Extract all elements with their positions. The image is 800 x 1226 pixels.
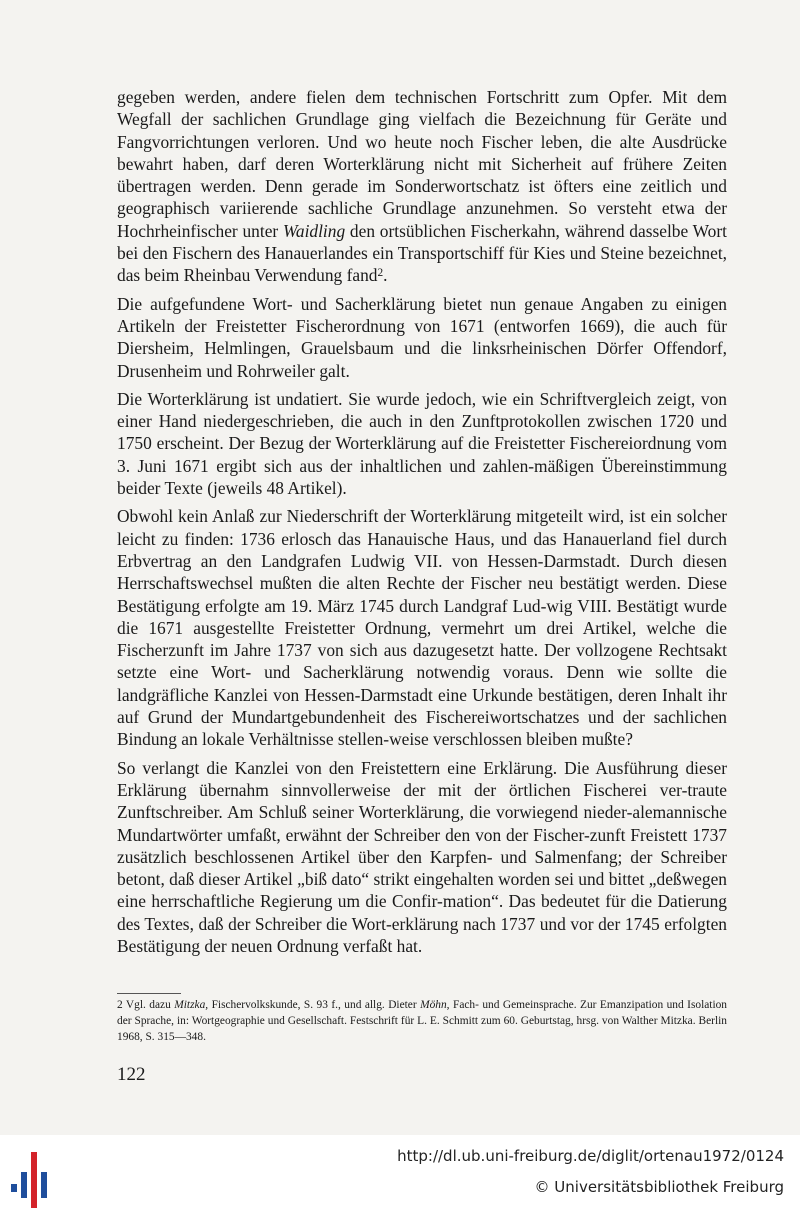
paragraph bbox=[117, 388, 727, 499]
text-run: den ortsüblichen Fischerkahn, während dasselbe Wort bei den Fischern des Hanauerlandes ein Transportschiff für Kies und Steine bezeichnet, das beim Rheinbau Verwendung fand bbox=[117, 220, 727, 286]
footnote-ref: 2 bbox=[377, 267, 384, 280]
copyright-text: © Universitätsbibliothek Freiburg bbox=[534, 1178, 784, 1196]
footnote-divider bbox=[117, 993, 181, 994]
body-text bbox=[117, 86, 727, 963]
text-run: Die Worterklärung ist undatiert. Sie wurde jedoch, wie ein Schriftvergleich zeigt, von einer Hand niedergeschrieben, die auch in den Zunftprotokollen zwischen 1720 und 1750 erscheint. Der Bezug der Worterklärung auf die Freistetter Fischereiordnung vom 3. Juni 1671 ergibt sich aus der inhaltlichen und zahlen-mäßigen Übereinstimmung beider Texte (jeweils 48 Artikel). bbox=[117, 388, 727, 499]
paragraph bbox=[117, 505, 727, 750]
page-number: 122 bbox=[117, 1064, 146, 1085]
italic-text: Möhn, bbox=[420, 999, 450, 1011]
text-run: Fach- und Gemeinsprache. Zur Emanzipation und Isolation der Sprache, in: Wortgeographie und Gesellschaft. Festschrift für L. E. Schmitt zum 60. Geburtstag, hrsg. von Walther Mitzka. Berlin 1968, S. 315—348. bbox=[117, 999, 728, 1044]
text-run: Die aufgefundene Wort- und Sacherklärung bietet nun genaue Angaben zu einigen Artikeln der Freistetter Fischerordnung von 1671 (entworfen 1669), die auch für Diersheim, Helmlingen, Grauelsbaum und die linksrheinischen Dörfer Offendorf, Drusenheim und Rohrweiler galt. bbox=[117, 293, 727, 381]
paragraph bbox=[117, 86, 727, 287]
text-run: Obwohl kein Anlaß zur Niederschrift der Worterklärung mitgeteilt wird, ist ein solcher leicht zu finden: 1736 erlosch das Hanauische Haus, und das Hanauerland fiel durch Erbvertrag an den Landgrafen Ludwig VII. von Hessen-Darmstadt. Durch diesen Herrschaftswechsel mußten die alten Rechte der Fischer neu bestätigt werden. Diese Bestätigung erfolgte am 19. März 1745 durch Landgraf Lud-wig VIII. Bestätigt wurde die 1671 ausgestellte Freistetter Ordnung, vermehrt um drei Artikel, welche die Fischerzunft im Jahre 1737 von sich aus dazugesetzt hatte. Der vollzogene Rechtsakt setzte eine Wort- und Sacherklärung notwendig voraus. Denn wie sollte die landgräfliche Kanzlei von Hessen-Darmstadt eine Urkunde bestätigen, deren Inhalt ihr auf Grund der Mundartgebundenheit des Fischereiwortschatzes und der sachlichen Bindung an lokale Verhältnisse stellen-weise verschlossen bleiben mußte? bbox=[117, 506, 727, 750]
footnote bbox=[117, 997, 727, 1046]
text-run: gegeben werden, andere fielen dem technischen Fortschritt zum Opfer. Mit dem Wegfall der sachlichen Grundlage ging vielfach die Bezeichnung für Geräte und Fangvorrichtungen verloren. Und wo heute noch Fischer leben, die alte Ausdrücke bewahrt haben, darf deren Worterklärung nicht mit Sicherheit auf frühere Zeiten übertragen werden. Denn gerade im Sonderwortschatz ist öfters eine zeitlich und geographisch variierende sachliche Grundlage anzunehmen. So versteht etwa der Hochrheinfischer unter bbox=[117, 87, 727, 241]
text-run: So verlangt die Kanzlei von den Freistettern eine Erklärung. Die Ausführung dieser Erklärung übernahm sinnvollerweise der mit der örtlichen Fischerei ver-traute Zunftschreiber. Am Schluß seiner Worterklärung, die vorwiegend nieder-alemannische Mundartwörter umfaßt, erwähnt der Schreiber den von der Fischer-zunft Freistett 1737 zusätzlich beschlossenen Artikel über den Karpfen- und Salmenfang; der Schreiber betont, daß dieser Artikel „biß dato“ strikt eingehalten worden sei und bittet „deßwegen eine herrschaftliche Regierung um die Confir-mation“. Das bedeutet für die Datierung des Textes, daß der Schreiber die Wort-erklärung nach 1737 und vor der 1745 erfolgten Bestätigung der neuen Ordnung verfaßt hat. bbox=[117, 757, 727, 956]
text-run: Fischervolkskunde, S. 93 f., und allg. Dieter bbox=[208, 999, 421, 1011]
text-run: . bbox=[383, 265, 388, 286]
paragraph bbox=[117, 293, 727, 382]
italic-text: Waidling bbox=[282, 220, 346, 241]
library-footer-bar bbox=[0, 1135, 800, 1226]
italic-text: Mitzka, bbox=[174, 999, 209, 1011]
paragraph bbox=[117, 757, 727, 958]
text-run: 2 Vgl. dazu bbox=[117, 999, 175, 1011]
source-url-link[interactable]: http://dl.ub.uni-freiburg.de/diglit/ortenau1972/0124 bbox=[397, 1147, 784, 1165]
ub-freiburg-logo-icon bbox=[10, 1148, 50, 1214]
